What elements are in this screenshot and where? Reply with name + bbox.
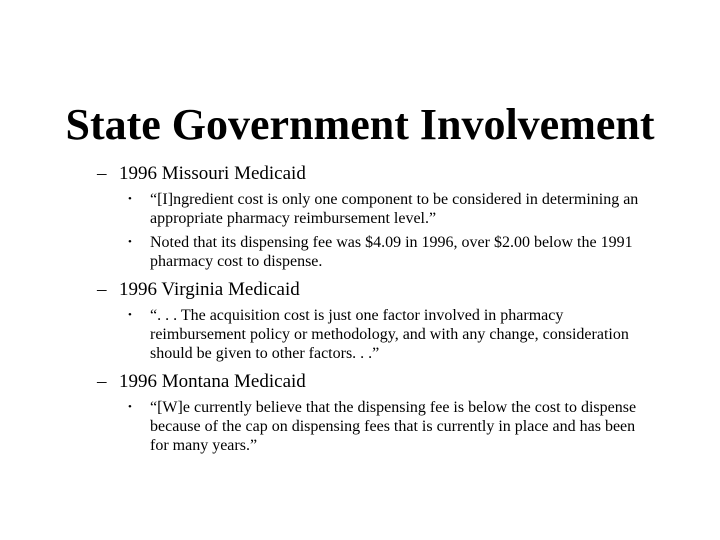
bullet-item [128,190,677,228]
bullet-text: “[W]e currently believe that the dispensing fee is below the cost to dispense because of the cap on dispensing fees that is currently in place and has been for many years.” [150,399,637,454]
section-heading-text: 1996 Virginia Medicaid [119,279,300,300]
bullet-item [128,306,677,363]
bullet-list [97,306,677,363]
bullet-text: “[I]ngredient cost is only one component to be considered in determining an appropriate pharmacy reimbursement level.” [150,191,639,227]
slide-content [97,163,677,460]
bullet-text: Noted that its dispensing fee was $4.09 in 1996, over $2.00 below the 1991 pharmacy cost to dispense. [150,234,633,270]
bullet-item [128,233,677,271]
bullet-dot-icon: • [128,236,132,248]
section-heading-text: 1996 Missouri Medicaid [119,163,306,184]
dash-marker: – [97,279,107,300]
bullet-text: “. . . The acquisition cost is just one factor involved in pharmacy reimbursement policy or methodology, and with any change, consideration should be given to other factors. . .” [150,307,629,362]
section-heading [97,279,677,301]
dash-marker: – [97,371,107,392]
bullet-dot-icon: • [128,309,132,321]
section-missouri [97,163,677,271]
bullet-list [97,398,677,455]
section-heading [97,163,677,185]
bullet-item [128,398,677,455]
bullet-dot-icon: • [128,193,132,205]
section-heading-text: 1996 Montana Medicaid [119,371,306,392]
bullet-dot-icon: • [128,401,132,413]
section-heading [97,371,677,393]
section-virginia [97,279,677,363]
slide-title: State Government Involvement [65,100,655,150]
section-montana [97,371,677,455]
bullet-list [97,190,677,271]
dash-marker: – [97,163,107,184]
